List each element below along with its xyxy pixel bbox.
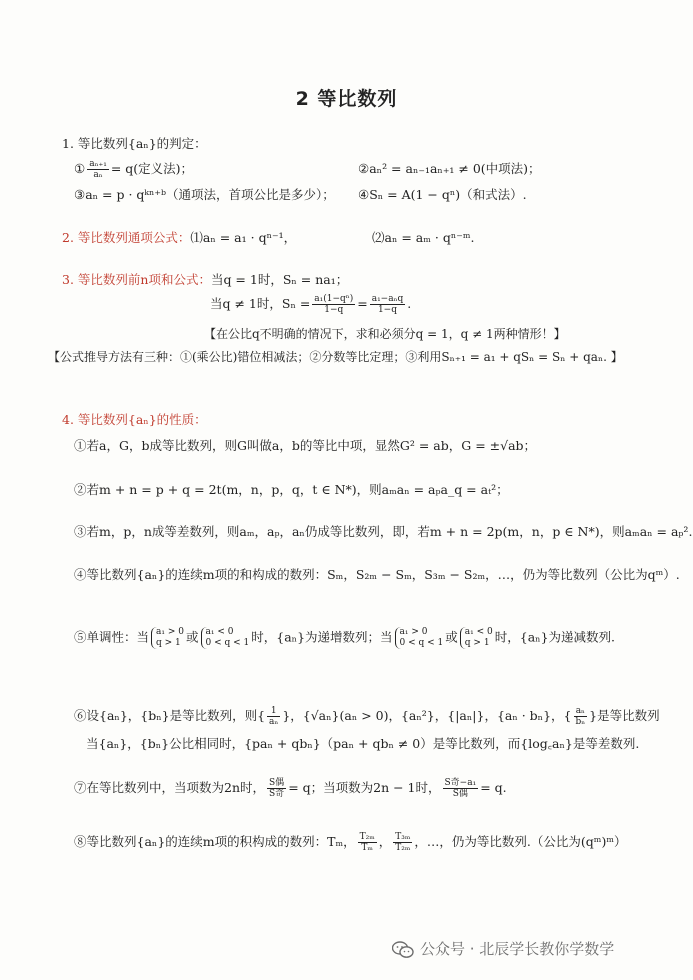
condition-system: a₁ > 0 0 < q < 1: [395, 627, 444, 649]
fraction: $\frac{\text{S奇−a₁}}{\text{S偶}}$: [444, 778, 477, 799]
fraction: $\frac{\text{a₁−aₙq}}{1-q}$: [371, 294, 404, 315]
criterion-sum-form: ④Sₙ = A(1 − qⁿ)（和式法）.: [358, 187, 527, 202]
section-3: [62, 270, 348, 290]
watermark: [392, 938, 614, 959]
wechat-icon: [392, 941, 414, 959]
property-6: ⑥设{aₙ}，{bₙ}是等比数列，则{ $\frac{1}{\text{aₙ}}$ }，{√aₙ}(aₙ > 0)，{aₙ²}，{|aₙ|}，{aₙ · bₙ}，{ $\frac{\text{aₙ}}{\text{bₙ}}$ }是等比数列: [74, 706, 660, 727]
section-2-heading: 2. 等比数列通项公式：: [62, 230, 191, 245]
fraction: $\frac{\text{aₙ₊₁}}{\text{aₙ}}$: [89, 159, 107, 180]
condition-system: a₁ > 0 q > 1: [151, 627, 184, 649]
sum-case-q-not-1: 当q ≠ 1时，Sₙ = $\frac{\text{a₁(1−qⁿ)}}{1-q}$ = $\frac{\text{a₁−aₙq}}{1-q}$ .: [210, 294, 412, 315]
section-3-heading: 3. 等比数列前n项和公式：: [62, 272, 211, 287]
condition-system: a₁ < 0 0 < q < 1: [201, 627, 250, 649]
note-derivation-methods: 【公式推导方法有三种：①(乘公比)错位相减法；②分数等比定理；③利用Sₙ₊₁ = a₁ + qSₙ = Sₙ + qaₙ. 】: [48, 350, 623, 364]
general-term-formula-1: ⑴aₙ = a₁ · qⁿ⁻¹，: [190, 230, 297, 245]
property-6-line-2: 当{aₙ}，{bₙ}公比相同时，{paₙ + qbₙ}（paₙ + qbₙ ≠ 0）是等比数列，而{log꜀aₙ}是等差数列.: [86, 736, 640, 751]
fraction: $\frac{\text{T₂ₘ}}{\text{Tₘ}}$: [359, 832, 375, 853]
property-4: ④等比数列{aₙ}的连续m项的和构成的数列：Sₘ，S₂ₘ − Sₘ，S₃ₘ − S₂ₘ，…，仍为等比数列（公比为qᵐ）.: [74, 567, 680, 582]
watermark-text: 公众号 · 北辰学长教你学数学: [420, 940, 615, 958]
property-1: ①若a，G，b成等比数列，则G叫做a，b的等比中项，显然G² = ab，G = ±√ab；: [74, 438, 537, 453]
fraction: $\frac{\text{aₙ}}{\text{bₙ}}$: [575, 706, 586, 727]
criterion-definition: ① $\frac{\text{aₙ₊₁}}{\text{aₙ}}$ = q(定义法)；: [74, 159, 194, 180]
criterion-middle-term: ②aₙ² = aₙ₋₁aₙ₊₁ ≠ 0(中项法)；: [358, 161, 541, 176]
property-2: ②若m + n = p + q = 2t(m，n，p，q，t ∈ N*)，则aₘaₙ = aₚa_q = aₜ²；: [74, 482, 509, 497]
section-1-heading: 1. 等比数列{aₙ}的判定：: [62, 136, 207, 151]
fraction: $\frac{\text{T₃ₘ}}{\text{T₂ₘ}}$: [395, 832, 411, 853]
page-title: 2 等比数列: [295, 88, 398, 110]
section-2: [62, 228, 296, 248]
condition-system: a₁ < 0 q > 1: [460, 627, 493, 649]
fraction: $\frac{\text{a₁(1−qⁿ)}}{1-q}$: [314, 294, 354, 315]
fraction: $\frac{\text{S偶}}{\text{S奇}}$: [269, 778, 285, 799]
criterion-general-term: ③aₙ = p · qᵏⁿ⁺ᵇ（通项法，首项公比是多少）；: [74, 187, 335, 202]
property-5-monotonicity: ⑤单调性：当 a₁ > 0 q > 1 或 a₁ < 0 0 < q < 1 时，{aₙ}为递增数列；当 a₁ > 0 0 < q < 1 或 a₁ < 0 q > 1 时，{aₙ}为递减数列.: [74, 627, 616, 648]
general-term-formula-2: ⑵aₙ = aₘ · qⁿ⁻ᵐ.: [372, 230, 475, 245]
section-4-heading: 4. 等比数列{aₙ}的性质：: [62, 412, 207, 427]
property-7: ⑦在等比数列中，当项数为2n时， $\frac{\text{S偶}}{\text{S奇}}$ = q；当项数为2n − 1时， $\frac{\text{S奇−a₁}}{\text{S偶}}$ = q.: [74, 778, 507, 799]
sum-case-q-equals-1: 当q = 1时，Sₙ = na₁；: [210, 272, 349, 287]
property-3: ③若m，p，n成等差数列，则aₘ，aₚ，aₙ仍成等比数列，即，若m + n = 2p(m，n，p ∈ N*)，则aₘaₙ = aₚ².: [74, 524, 693, 539]
property-8: ⑧等比数列{aₙ}的连续m项的积构成的数列：Tₘ， $\frac{\text{T₂ₘ}}{\text{Tₘ}}$ ， $\frac{\text{T₃ₘ}}{\text{T₂ₘ}}$ ，…，仍为等比数列.（公比为(qᵐ)ᵐ）: [74, 832, 627, 853]
fraction: $\frac{1}{\text{aₙ}}$: [269, 706, 279, 727]
note-two-cases: 【在公比q不明确的情况下，求和必须分q = 1，q ≠ 1两种情形！】: [204, 327, 566, 341]
